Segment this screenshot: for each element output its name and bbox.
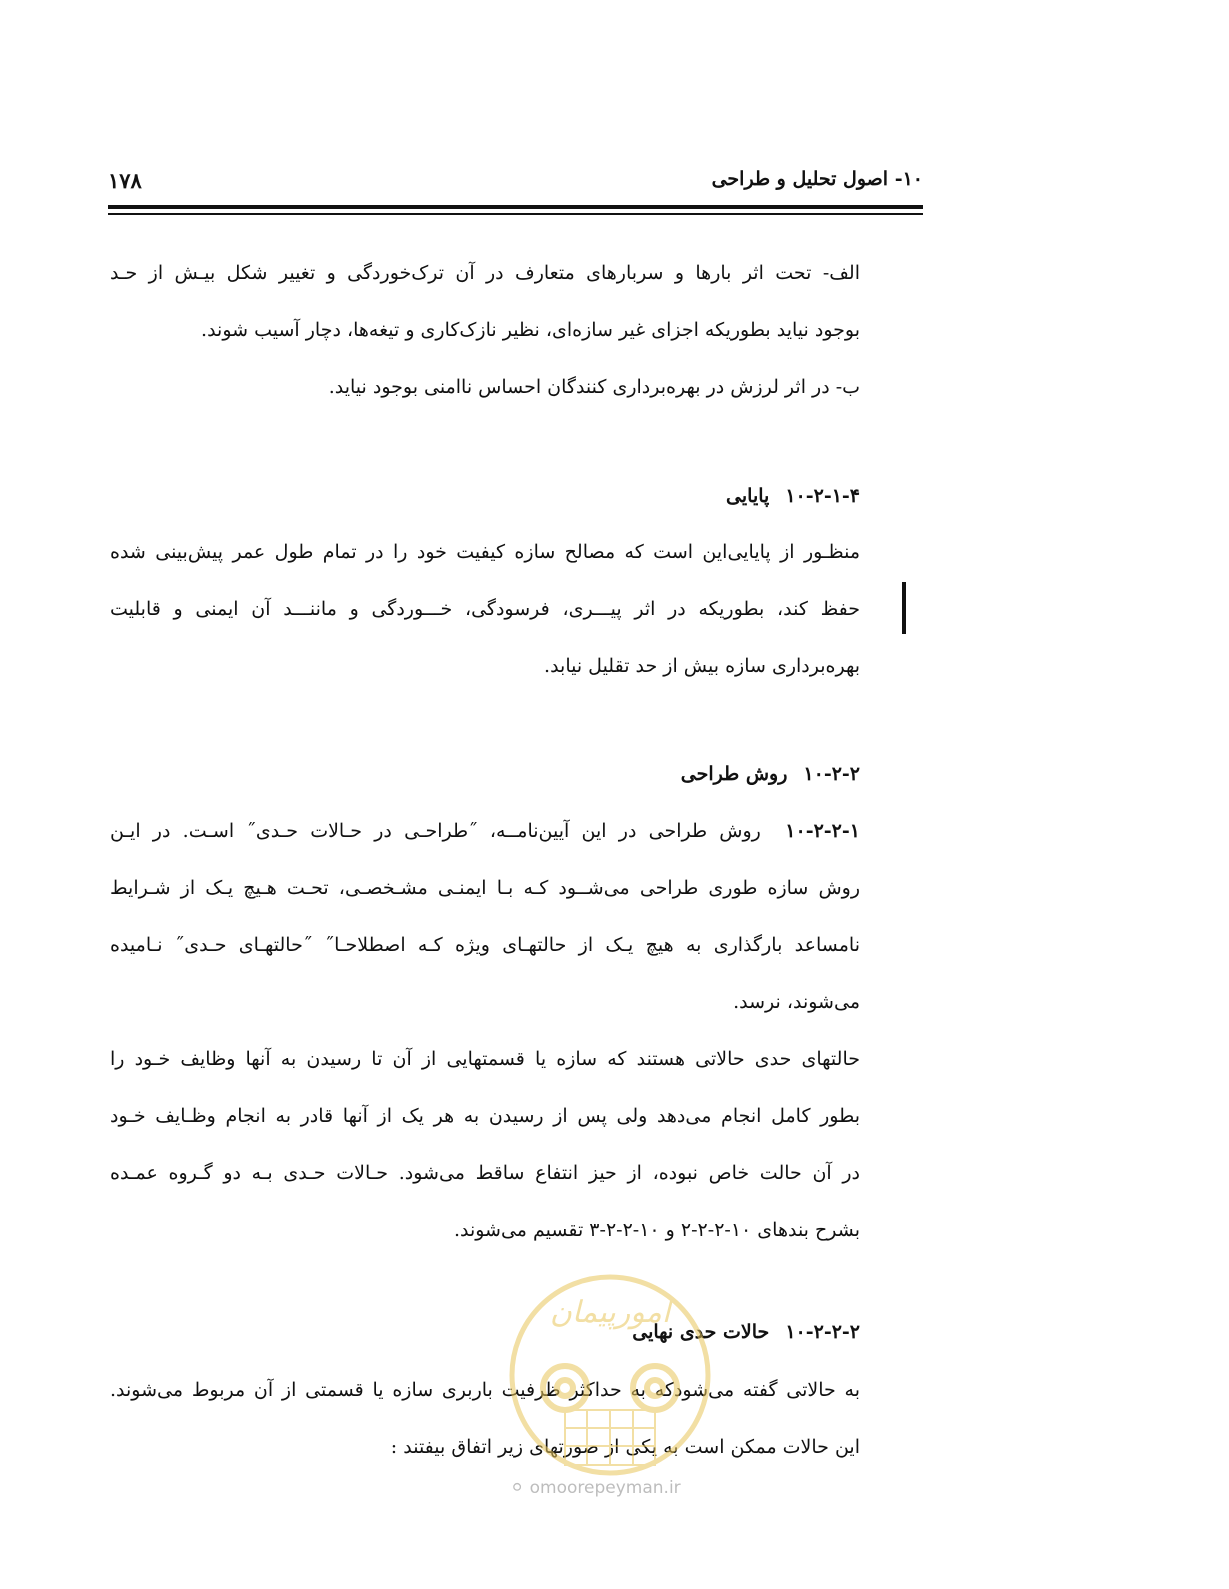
paragraph-limit-states bbox=[110, 1031, 860, 1259]
paragraph-line: بشرح بندهای ۱۰-۲-۲-۲ و ۱۰-۲-۲-۳ تقسیم می‌شوند. bbox=[453, 1219, 860, 1241]
paragraph-line: منظـور از پایایی‌این است که مصالح سازه کیفیت خود را در تمام طول عمر پیش‌بینی شده bbox=[110, 541, 860, 563]
paragraph-line: بهره‌برداری سازه بیش از حد تقلیل نیابد. bbox=[544, 655, 860, 677]
watermark-url: ⚪ omoorepeyman.ir bbox=[510, 1478, 681, 1498]
watermark-logo-text: امورپیمان bbox=[549, 1295, 671, 1330]
page-header bbox=[108, 168, 923, 198]
section-title: پایایی bbox=[726, 485, 770, 507]
section-heading-durability bbox=[110, 476, 860, 516]
paragraph-line bbox=[110, 803, 860, 860]
paragraph-line: نامساعد بارگذاری به هیچ یـک از حالتهـای ویژه کـه اصطلاحـا˝ ˝حالتهـای حـدی˝ نـامیده bbox=[110, 934, 860, 956]
paragraph-line: حالتهای حدی حالاتی هستند که سازه یا قسمتهایی از آن تا رسیدن به آنها وظایف خـود را bbox=[110, 1048, 860, 1070]
paragraph-line: حفظ کند، بطوریکه در اثر پیـــری، فرسودگی، خـــوردگی و ماننـــد آن ایمنی و قابلیت bbox=[110, 598, 860, 620]
paragraph-line: روش سازه طوری طراحی می‌شــود کـه بـا ایمنـی مشـخصـی، تحـت هـیچ یـک از شـرایط bbox=[110, 877, 860, 899]
watermark-url-text: omoorepeyman.ir bbox=[529, 1478, 681, 1498]
paragraph-design-method bbox=[110, 803, 860, 1031]
section-number: ۱۰-۲-۲-۲ bbox=[785, 1321, 860, 1343]
paragraph-line-text: روش طراحی در این آیین‌نامــه، ˝طراحـی در حـالات حـدی˝ اسـت. در ایـن bbox=[110, 820, 761, 842]
chapter-title: ۱۰- اصول تحلیل و طراحی bbox=[711, 168, 923, 190]
watermark-logo bbox=[505, 1270, 715, 1510]
paragraph-line: این حالات ممکن است به یکی از صورتهای زیر اتفاق بیفتند : bbox=[390, 1436, 860, 1458]
paragraph-line: الف- تحت اثر بارها و سربارهای متعارف در آن ترک‌خوردگی و تغییر شکل بیـش از حـد bbox=[110, 262, 860, 284]
margin-change-bar bbox=[902, 582, 906, 634]
paragraph-ultimate-limit bbox=[110, 1362, 860, 1476]
section-title: روش طراحی bbox=[680, 763, 788, 785]
section-title: حالات حدی نهایی bbox=[632, 1321, 770, 1343]
page-number: ۱۷۸ bbox=[108, 168, 142, 193]
paragraph-line: در آن حالت خاص نبوده، از حیز انتفاع ساقط می‌شود. حـالات حـدی بـه دو گـروه عمـده bbox=[110, 1162, 860, 1184]
paragraph-durability bbox=[110, 524, 860, 695]
subsection-number: ۱۰-۲-۲-۱ bbox=[785, 820, 860, 842]
header-rule-thick bbox=[108, 205, 923, 209]
paragraph-serviceability-items bbox=[110, 245, 860, 416]
paragraph-line: ب- در اثر لرزش در بهره‌برداری کنندگان احساس ناامنی بوجود نیاید. bbox=[328, 376, 860, 398]
section-heading-design-method bbox=[110, 754, 860, 794]
section-number: ۱۰-۲-۱-۴ bbox=[785, 485, 860, 507]
header-rule-thin bbox=[108, 213, 923, 215]
paragraph-line: می‌شوند، نرسد. bbox=[733, 991, 860, 1013]
section-number: ۱۰-۲-۲ bbox=[803, 763, 860, 785]
paragraph-line: بوجود نیاید بطوریکه اجزای غیر سازه‌ای، نظیر نازک‌کاری و تیغه‌ها، دچار آسیب شوند. bbox=[201, 319, 860, 341]
gear-icon bbox=[543, 1366, 677, 1410]
paragraph-line: بطور کامل انجام می‌دهد ولی پس از رسیدن به هر یک از آنها قادر به انجام وظـایف خـود bbox=[110, 1105, 860, 1127]
paragraph-line: به حالاتی گفته می‌شودکه به حداکثر ظرفیت باربری سازه یا قسمتی از آن مربوط می‌شوند. bbox=[110, 1379, 860, 1401]
grid-icon bbox=[565, 1410, 655, 1465]
section-heading-ultimate-limit bbox=[110, 1312, 860, 1352]
